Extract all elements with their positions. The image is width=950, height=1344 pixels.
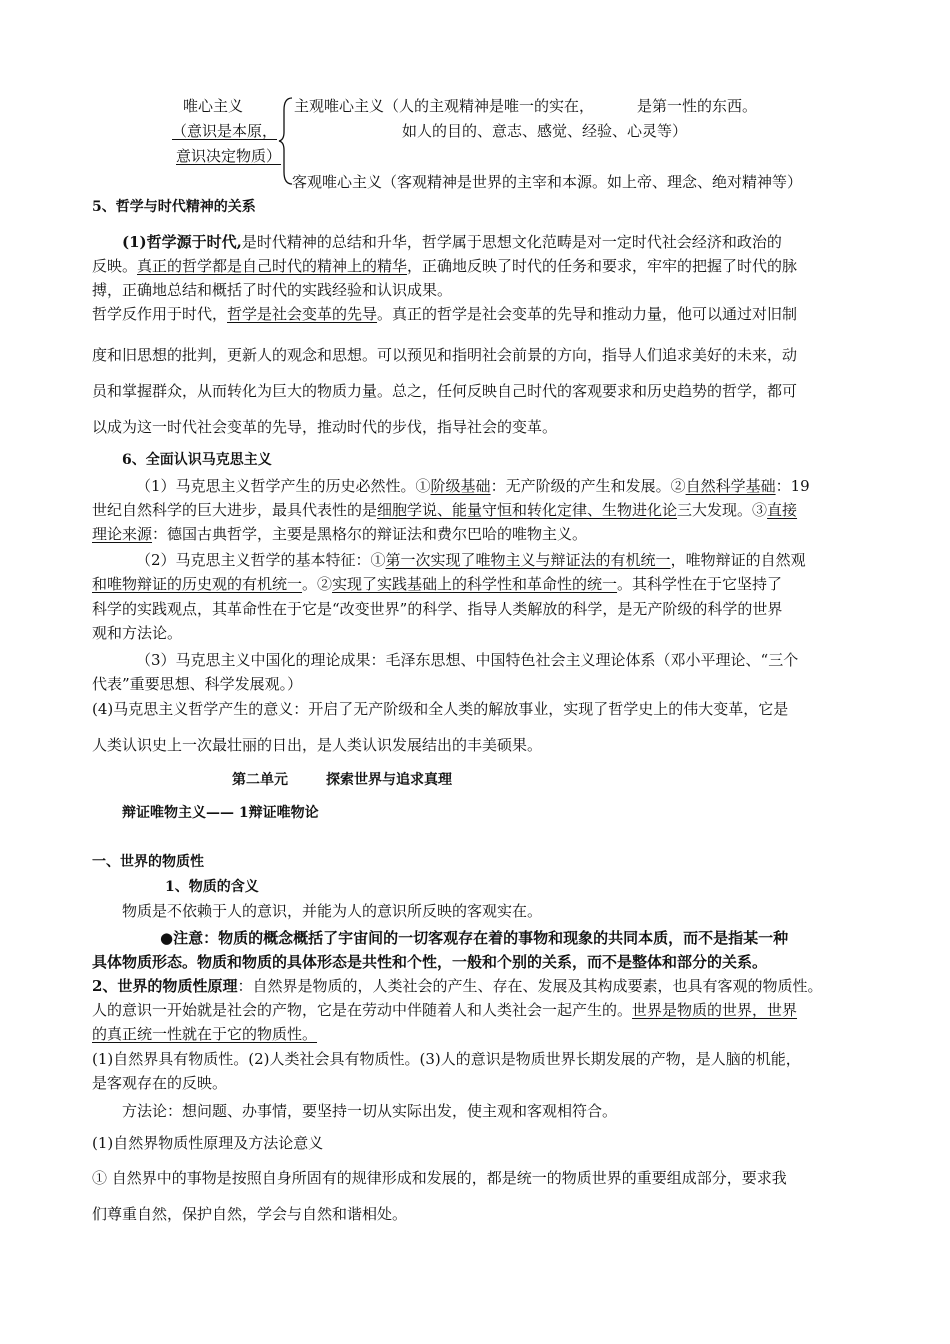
s5-p1-line3: 搏，正确地总结和概括了时代的实践经验和认识成果。 [92, 281, 453, 299]
s6-p1-c: ：德国古典哲学，主要是黑格尔的辩证法和费尔巴哈的唯物主义。 [152, 525, 588, 543]
s5-p1-bold: (1)哲学源于时代, [122, 233, 242, 251]
s6-p1-three-discoveries: 细胞学说、能量守恒和转化定律、生物进化论 [377, 501, 678, 519]
s5-p2-line2: 度和旧思想的批判，更新人的观念和思想。可以预见和指明社会前景的方向，指导人们追求美好的未来，动 [92, 346, 798, 364]
subjective-idealism-a: 主观唯心主义（人的主观精神是唯一的实在， [294, 97, 595, 115]
s6-p4-line1: (4)马克思主义哲学产生的意义：开启了无产阶级和全人类的解放事业，实现了哲学史上的伟大变革，它是 [92, 700, 789, 718]
s6-p1-a3: ：19 [775, 477, 810, 495]
world-p3-line2: 是客观存在的反映。 [92, 1074, 228, 1092]
subjective-idealism-c: 如人的目的、意志、感觉、经验、心灵等） [402, 122, 688, 140]
world-heading: 一、世界的物质性 [92, 854, 204, 870]
s5-p2-line4: 以成为这一时代社会变革的先导，推动时代的步伐，指导社会的变革。 [92, 418, 558, 436]
s6-p1-direct: 直接 [767, 501, 798, 519]
s6-p2-first-unity: 第一次实现了唯物主义与辩证法的有机统一 [385, 551, 671, 569]
section-6-heading: 6、全面认识马克思主义 [122, 452, 272, 468]
s6-p2-second-unity: 实现了实践基础上的科学性和革命性的统一 [332, 575, 618, 593]
s6-p1-a1: （1）马克思主义哲学产生的历史必然性。① [136, 477, 431, 495]
s6-p2-line4: 观和方法论。 [92, 624, 183, 642]
s6-p1-science-basis: 自然科学基础 [685, 477, 776, 495]
world-p2-line2 [92, 1000, 797, 1020]
s6-p1-b1: 世纪自然科学的巨大进步，最具代表性的是 [92, 501, 378, 519]
s6-p2-b2: 。其科学性在于它坚持了 [617, 575, 783, 593]
s5-p2-line3: 员和掌握群众，从而转化为巨大的物质力量。总之，任何反映自己时代的客观要求和历史趋势的哲学，都可 [92, 382, 798, 400]
world-p2-b-underline: 世界是物质的世界，世界 [632, 1001, 798, 1019]
s6-p1-theory-source: 理论来源 [92, 525, 153, 543]
unit2-subtitle: 辩证唯物主义—— 1辩证唯物论 [122, 805, 319, 821]
section-5-heading: 5、哲学与时代精神的关系 [92, 199, 256, 215]
world-p2-line3: 的真正统一性就在于它的物质性。 [92, 1025, 318, 1043]
world-p2-a: ：自然界是物质的，人类社会的产生、存在、发展及其构成要素，也具有客观的物质性。 [237, 977, 823, 995]
world-note-a: ●注意：物质的概念概括了宇宙间的一切客观存在着的事物和现象的共同本质，而不是指某一种 [160, 929, 789, 947]
idealism-label: 唯心主义 [183, 97, 244, 115]
s5-p2-a1: 哲学反作用于时代， [92, 305, 228, 323]
s5-p2-a-underline: 哲学是社会变革的先导 [227, 305, 378, 323]
world-n1: (1)自然界物质性原理及方法论意义 [92, 1134, 324, 1152]
world-p2-line1 [92, 976, 822, 996]
s6-p1-line1 [136, 476, 810, 496]
s5-p1-line1 [122, 232, 782, 252]
s6-p4-line2: 人类认识史上一次最壮丽的日出，是人类认识发展结出的丰美硕果。 [92, 736, 543, 754]
idealism-sub1: （意识是本原， [172, 122, 278, 140]
s6-p3-line1: （3）马克思主义中国化的理论成果：毛泽东思想、中国特色社会主义理论体系（邓小平理论、“三个 [136, 651, 799, 669]
s5-p1-line2 [92, 256, 797, 276]
s6-p3-line2: 代表”重要思想、科学发展观。） [92, 675, 303, 693]
s5-p1-b1: 反映。 [92, 257, 138, 275]
world-definition: 物质是不依赖于人的意识，并能为人的意识所反映的客观实在。 [122, 902, 543, 920]
world-p2-b1: 人的意识一开始就是社会的产物，它是在劳动中伴随着人和人类社会一起产生的。 [92, 1001, 633, 1019]
s6-p1-line3 [92, 524, 587, 544]
s5-p2-line1 [92, 304, 797, 324]
world-method: 方法论：想问题、办事情，要坚持一切从实际出发，使主观和客观相符合。 [122, 1102, 618, 1120]
s6-p2-a1: （2）马克思主义哲学的基本特征：① [136, 551, 386, 569]
subjective-idealism-b: 是第一性的东西。 [637, 97, 758, 115]
s6-p1-a2: ：无产阶级的产生和发展。② [490, 477, 686, 495]
s6-p2-line2 [92, 574, 782, 594]
s6-p2-history-view: 和唯物辩证的历史观的有机统一 [92, 575, 303, 593]
world-p2-bold: 2、世界的物质性原理 [92, 977, 238, 995]
world-note-b: 具体物质形态。物质和物质的具体形态是共性和个性，一般和个别的关系，而不是整体和部分的关系。 [92, 953, 768, 971]
s6-p2-b1: 。② [302, 575, 333, 593]
objective-idealism: 客观唯心主义（客观精神是世界的主宰和本源。如上帝、理念、绝对精神等） [292, 173, 803, 191]
s6-p2-line3: 科学的实践观点，其革命性在于它是“改变世界”的科学、指导人类解放的科学，是无产阶级的科学的世界 [92, 600, 783, 618]
s6-p1-b2: 三大发现。③ [677, 501, 768, 519]
world-n2-line2: 们尊重自然，保护自然，学会与自然和谐相处。 [92, 1205, 408, 1223]
world-n2-line1: ① 自然界中的事物是按照自身所固有的规律形成和发展的，都是统一的物质世界的重要组成部分，要求我 [92, 1169, 787, 1187]
world-sub1: 1、物质的含义 [165, 879, 259, 895]
s6-p1-line2 [92, 500, 797, 520]
s5-p1-a: 是时代精神的总结和升华，哲学属于思想文化范畴是对一定时代社会经济和政治的 [241, 233, 782, 251]
s5-p1-b2: ，正确地反映了时代的任务和要求，牢牢的把握了时代的脉 [407, 257, 798, 275]
s5-p1-b-underline: 真正的哲学都是自己时代的精神上的精华 [137, 257, 408, 275]
unit2-title-b: 探索世界与追求真理 [326, 772, 452, 788]
s6-p2-a2: ，唯物辩证的自然观 [670, 551, 806, 569]
s6-p1-class-basis: 阶级基础 [430, 477, 491, 495]
s5-p2-a2: 。真正的哲学是社会变革的先导和推动力量，他可以通过对旧制 [377, 305, 798, 323]
world-p3-line1: (1)自然界具有物质性。(2)人类社会具有物质性。(3)人的意识是物质世界长期发展的产物，是人脑的机能， [92, 1050, 801, 1068]
s6-p2-line1 [136, 550, 806, 570]
idealism-sub2: 意识决定物质） [176, 147, 282, 165]
unit2-title-a: 第二单元 [232, 772, 288, 788]
